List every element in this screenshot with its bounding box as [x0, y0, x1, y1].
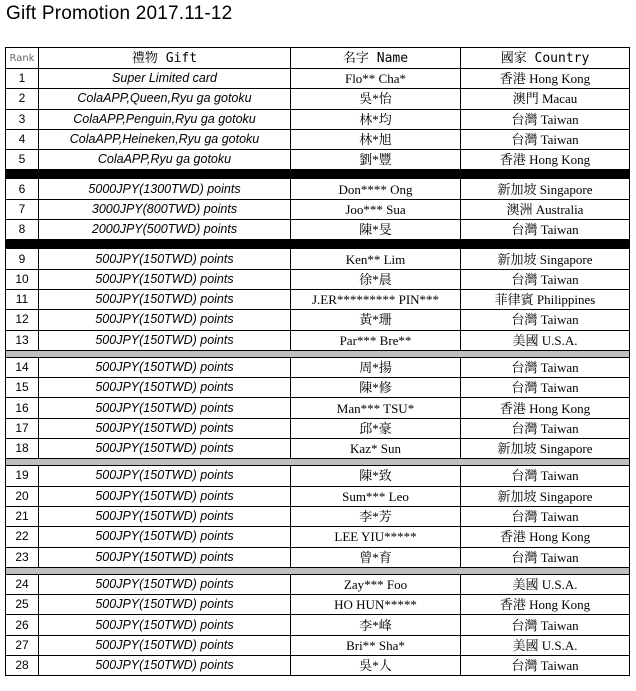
rank-cell: 10: [6, 269, 39, 289]
rank-cell: 21: [6, 506, 39, 526]
rank-cell: 8: [6, 220, 39, 240]
country-cell: 台灣 Taiwan: [461, 466, 630, 486]
country-cell: 台灣 Taiwan: [461, 220, 630, 240]
name-cell: Par*** Bre**: [291, 330, 461, 350]
table-row: [6, 269, 630, 289]
name-cell: 周*揚: [291, 357, 461, 377]
name-cell: 陳*致: [291, 466, 461, 486]
country-cell: 台灣 Taiwan: [461, 547, 630, 567]
rank-cell: 3: [6, 109, 39, 129]
table-row: [6, 527, 630, 547]
country-cell: 台灣 Taiwan: [461, 378, 630, 398]
country-cell: 台灣 Taiwan: [461, 615, 630, 635]
table-row: [6, 150, 630, 170]
rank-cell: 15: [6, 378, 39, 398]
name-cell: 吳*怡: [291, 89, 461, 109]
name-cell: Bri** Sha*: [291, 635, 461, 655]
country-cell: 台灣 Taiwan: [461, 357, 630, 377]
table-row: [6, 109, 630, 129]
country-cell: 台灣 Taiwan: [461, 656, 630, 676]
name-cell: 吳*人: [291, 656, 461, 676]
gift-cell: 500JPY(150TWD) points: [39, 310, 291, 330]
gift-cell: ColaAPP,Heineken,Ryu ga gotoku: [39, 129, 291, 149]
rank-cell: 7: [6, 199, 39, 219]
group-separator-bar: [6, 350, 630, 357]
name-cell: Don**** Ong: [291, 179, 461, 199]
gift-cell: ColaAPP,Penguin,Ryu ga gotoku: [39, 109, 291, 129]
rank-cell: 9: [6, 249, 39, 269]
group-separator: [6, 459, 630, 466]
gift-cell: 500JPY(150TWD) points: [39, 269, 291, 289]
name-cell: HO HUN*****: [291, 595, 461, 615]
gift-cell: ColaAPP,Queen,Ryu ga gotoku: [39, 89, 291, 109]
rank-cell: 5: [6, 150, 39, 170]
rank-cell: 4: [6, 129, 39, 149]
page-title: Gift Promotion 2017.11-12: [6, 3, 233, 24]
rank-cell: 2: [6, 89, 39, 109]
gift-cell: 500JPY(150TWD) points: [39, 486, 291, 506]
name-cell: Man*** TSU*: [291, 398, 461, 418]
group-separator: [6, 240, 630, 249]
gift-cell: 500JPY(150TWD) points: [39, 249, 291, 269]
country-cell: 香港 Hong Kong: [461, 527, 630, 547]
header-name: 名字 Name: [291, 48, 461, 69]
rank-cell: 17: [6, 418, 39, 438]
rank-cell: 14: [6, 357, 39, 377]
country-cell: 香港 Hong Kong: [461, 69, 630, 89]
table-row: [6, 466, 630, 486]
name-cell: 徐*晨: [291, 269, 461, 289]
country-cell: 澳門 Macau: [461, 89, 630, 109]
table-row: [6, 506, 630, 526]
table-row: [6, 310, 630, 330]
country-cell: 美國 U.S.A.: [461, 635, 630, 655]
table-row: [6, 199, 630, 219]
table-row: [6, 249, 630, 269]
name-cell: Kaz* Sun: [291, 439, 461, 459]
gift-cell: 3000JPY(800TWD) points: [39, 199, 291, 219]
group-separator: [6, 350, 630, 357]
header-gift: 禮物 Gift: [39, 48, 291, 69]
rank-cell: 13: [6, 330, 39, 350]
country-cell: 美國 U.S.A.: [461, 330, 630, 350]
gift-cell: Super Limited card: [39, 69, 291, 89]
rank-cell: 26: [6, 615, 39, 635]
rank-cell: 20: [6, 486, 39, 506]
group-separator-bar: [6, 459, 630, 466]
gift-cell: 500JPY(150TWD) points: [39, 378, 291, 398]
name-cell: Zay*** Foo: [291, 574, 461, 594]
gift-cell: 500JPY(150TWD) points: [39, 615, 291, 635]
name-cell: 林*均: [291, 109, 461, 129]
name-cell: Flo** Cha*: [291, 69, 461, 89]
rank-cell: 11: [6, 289, 39, 309]
gift-cell: 500JPY(150TWD) points: [39, 635, 291, 655]
table-row: [6, 357, 630, 377]
group-separator-bar: [6, 567, 630, 574]
table-row: [6, 398, 630, 418]
country-cell: 菲律賓 Philippines: [461, 289, 630, 309]
table-row: [6, 418, 630, 438]
name-cell: Ken** Lim: [291, 249, 461, 269]
table-row: [6, 635, 630, 655]
gift-cell: 500JPY(150TWD) points: [39, 527, 291, 547]
gift-cell: 2000JPY(500TWD) points: [39, 220, 291, 240]
table-header-row: [6, 48, 630, 69]
country-cell: 台灣 Taiwan: [461, 418, 630, 438]
name-cell: 李*芳: [291, 506, 461, 526]
country-cell: 台灣 Taiwan: [461, 129, 630, 149]
name-cell: J.ER********* PIN***: [291, 289, 461, 309]
name-cell: 陳*旻: [291, 220, 461, 240]
name-cell: Joo*** Sua: [291, 199, 461, 219]
group-separator: [6, 170, 630, 179]
rank-cell: 12: [6, 310, 39, 330]
country-cell: 台灣 Taiwan: [461, 269, 630, 289]
gift-cell: 500JPY(150TWD) points: [39, 330, 291, 350]
group-separator-bar: [6, 170, 630, 179]
country-cell: 香港 Hong Kong: [461, 595, 630, 615]
name-cell: 陳*修: [291, 378, 461, 398]
country-cell: 香港 Hong Kong: [461, 150, 630, 170]
table-row: [6, 129, 630, 149]
header-rank: Rank: [6, 48, 39, 69]
gift-cell: ColaAPP,Ryu ga gotoku: [39, 150, 291, 170]
rank-cell: 23: [6, 547, 39, 567]
name-cell: 劉*豐: [291, 150, 461, 170]
gift-cell: 500JPY(150TWD) points: [39, 574, 291, 594]
country-cell: 美國 U.S.A.: [461, 574, 630, 594]
rank-cell: 16: [6, 398, 39, 418]
country-cell: 新加坡 Singapore: [461, 249, 630, 269]
gift-cell: 500JPY(150TWD) points: [39, 466, 291, 486]
gift-cell: 500JPY(150TWD) points: [39, 506, 291, 526]
name-cell: LEE YIU*****: [291, 527, 461, 547]
name-cell: 李*峰: [291, 615, 461, 635]
table-row: [6, 486, 630, 506]
group-separator: [6, 567, 630, 574]
gift-cell: 500JPY(150TWD) points: [39, 656, 291, 676]
rank-cell: 6: [6, 179, 39, 199]
rank-cell: 25: [6, 595, 39, 615]
gift-cell: 500JPY(150TWD) points: [39, 289, 291, 309]
table-row: [6, 179, 630, 199]
rank-cell: 28: [6, 656, 39, 676]
country-cell: 台灣 Taiwan: [461, 109, 630, 129]
gift-cell: 5000JPY(1300TWD) points: [39, 179, 291, 199]
name-cell: 林*旭: [291, 129, 461, 149]
country-cell: 香港 Hong Kong: [461, 398, 630, 418]
rank-cell: 27: [6, 635, 39, 655]
table-body: [6, 69, 630, 676]
table-row: [6, 615, 630, 635]
rank-cell: 1: [6, 69, 39, 89]
name-cell: 黃*珊: [291, 310, 461, 330]
name-cell: Sum*** Leo: [291, 486, 461, 506]
table-row: [6, 547, 630, 567]
country-cell: 新加坡 Singapore: [461, 439, 630, 459]
name-cell: 曾*育: [291, 547, 461, 567]
table-row: [6, 89, 630, 109]
rank-cell: 18: [6, 439, 39, 459]
table-row: [6, 220, 630, 240]
rank-cell: 24: [6, 574, 39, 594]
header-country: 國家 Country: [461, 48, 630, 69]
winners-table: [5, 47, 630, 676]
table-row: [6, 69, 630, 89]
table-row: [6, 378, 630, 398]
gift-cell: 500JPY(150TWD) points: [39, 398, 291, 418]
gift-cell: 500JPY(150TWD) points: [39, 595, 291, 615]
rank-cell: 19: [6, 466, 39, 486]
table-row: [6, 289, 630, 309]
gift-cell: 500JPY(150TWD) points: [39, 418, 291, 438]
gift-cell: 500JPY(150TWD) points: [39, 439, 291, 459]
name-cell: 邱*豪: [291, 418, 461, 438]
table-row: [6, 595, 630, 615]
country-cell: 新加坡 Singapore: [461, 486, 630, 506]
country-cell: 澳洲 Australia: [461, 199, 630, 219]
rank-cell: 22: [6, 527, 39, 547]
table-row: [6, 656, 630, 676]
gift-cell: 500JPY(150TWD) points: [39, 547, 291, 567]
table-row: [6, 330, 630, 350]
country-cell: 台灣 Taiwan: [461, 506, 630, 526]
group-separator-bar: [6, 240, 630, 249]
country-cell: 新加坡 Singapore: [461, 179, 630, 199]
table-row: [6, 439, 630, 459]
country-cell: 台灣 Taiwan: [461, 310, 630, 330]
gift-cell: 500JPY(150TWD) points: [39, 357, 291, 377]
table-row: [6, 574, 630, 594]
